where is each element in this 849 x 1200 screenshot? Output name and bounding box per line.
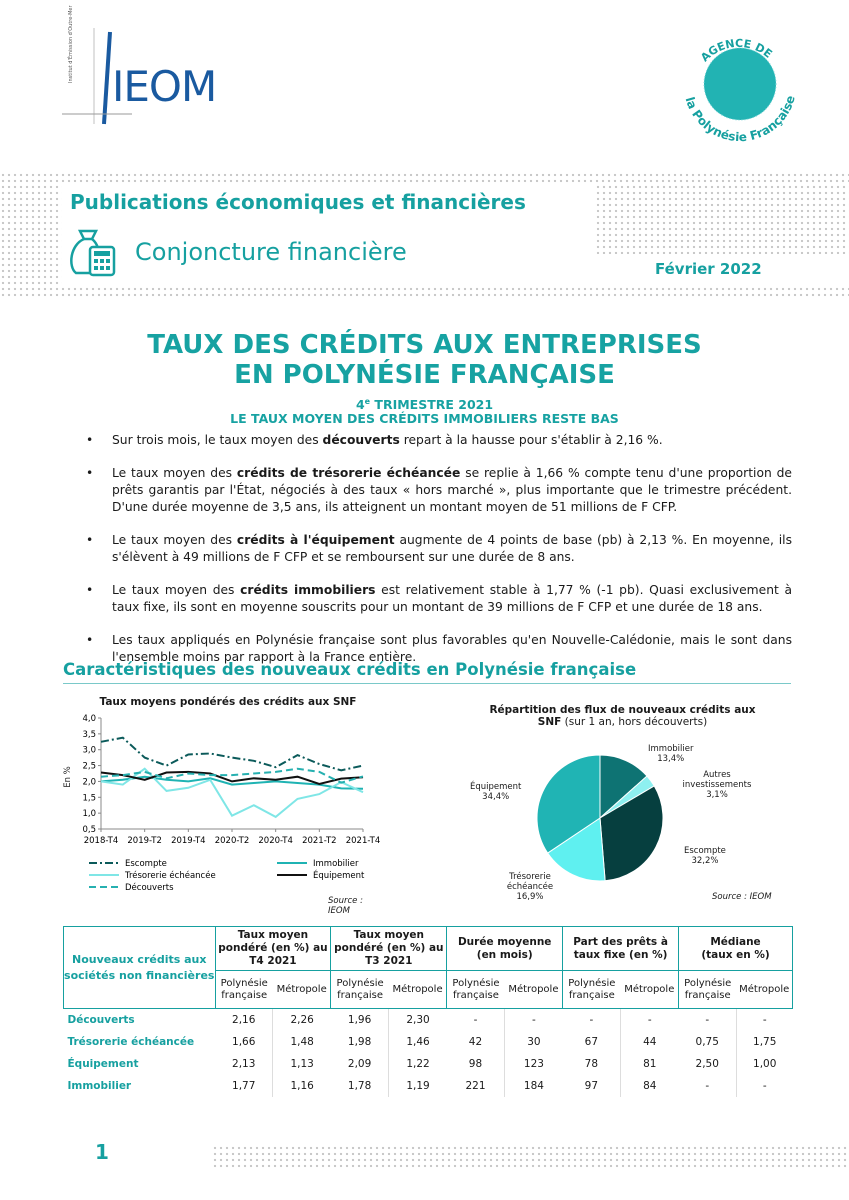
table-row <box>64 1031 793 1053</box>
section-title: Caractéristiques des nouveaux crédits en Polynésie française <box>63 660 637 679</box>
pie-chart <box>450 692 795 917</box>
agency-badge-graphic <box>668 14 810 156</box>
pie-label-tresorerie: Trésorerie échéancée 16,9% <box>506 872 554 902</box>
table-row-label: Immobilier <box>67 1079 132 1092</box>
y-tick-label: 0,5 <box>82 825 96 835</box>
quarter-number: 4 <box>355 397 365 413</box>
table-cell: 221 <box>447 1075 505 1097</box>
table-body <box>64 1009 793 1097</box>
subheader-metro: Métropole <box>736 971 792 1009</box>
subheader-metro: Métropole <box>621 971 679 1009</box>
dotted-band-bottom <box>0 286 849 298</box>
pie-title-rest: (sur 1 an, hors découverts) <box>561 716 708 728</box>
pie-label-autres: Autres investissements 3,1% <box>682 770 752 800</box>
table-cell: - <box>563 1009 621 1031</box>
table-cell: 2,30 <box>406 1013 430 1026</box>
table-cell: 184 <box>523 1079 544 1092</box>
table-cell: 42 <box>447 1031 505 1053</box>
table-row-label: Trésorerie échéancée <box>67 1035 195 1048</box>
y-tick-label: 2,0 <box>82 777 96 788</box>
line-chart-title: Taux moyens pondérés des crédits aux SNF <box>99 696 357 708</box>
y-tick-label: 3,0 <box>82 745 96 756</box>
table-cell: - <box>762 1079 767 1092</box>
agency-line2: la Polynésie Française <box>682 93 798 145</box>
table-row-label: Équipement <box>67 1057 139 1070</box>
quarter-sup: e <box>364 397 371 406</box>
table-row-header: Nouveaux crédits aux sociétés non financières <box>64 927 216 1009</box>
table-row-label: Découverts <box>67 1013 135 1026</box>
dotted-band-top <box>0 172 849 184</box>
table-cell: 30 <box>527 1035 541 1048</box>
pie-title-bold: SNF <box>537 716 562 728</box>
quarter-label <box>0 397 849 412</box>
table-cell: 84 <box>643 1079 657 1092</box>
table-cell: 0,75 <box>679 1031 737 1053</box>
table-cell: 81 <box>643 1057 657 1070</box>
subheader-metro: Métropole <box>389 971 447 1009</box>
table-row <box>64 1075 793 1097</box>
bullet-list <box>86 432 792 682</box>
credit-table <box>63 926 793 1097</box>
table-cell: 1,98 <box>331 1031 389 1053</box>
subheader-pf: Polynésie française <box>447 971 505 1009</box>
table-cell: - <box>679 1075 737 1097</box>
legend-label: Immobilier <box>313 859 359 869</box>
table-cell: - <box>762 1013 767 1026</box>
table-group-header: Part des prêts à taux fixe (en %) <box>563 927 679 971</box>
quarter-rest: TRIMESTRE 2021 <box>370 397 494 413</box>
x-tick-label: 2019-T4 <box>171 836 206 846</box>
x-tick-label: 2020-T4 <box>258 836 293 846</box>
list-item: • Sur trois mois, le taux moyen des découverts repart à la hausse pour s'établir à 2,16 %. <box>86 432 792 449</box>
table-cell: 2,26 <box>290 1013 314 1026</box>
pie-label-escompte: Escompte 32,2% <box>684 846 726 866</box>
table-cell: 1,96 <box>331 1009 389 1031</box>
table-cell: 2,13 <box>215 1053 273 1075</box>
y-tick-label: 1,5 <box>82 793 96 804</box>
table-cell: 2,50 <box>679 1053 737 1075</box>
table-cell: 1,13 <box>290 1057 314 1070</box>
table-cell: 1,19 <box>406 1079 430 1092</box>
dotted-band-right <box>595 184 849 254</box>
table-cell: 78 <box>563 1053 621 1075</box>
table-cell: 1,66 <box>215 1031 273 1053</box>
line-chart-svg <box>63 692 383 917</box>
x-tick-label: 2021-T2 <box>302 836 337 846</box>
ieom-logo-text: IEOM <box>112 62 217 111</box>
table-row <box>64 1009 793 1031</box>
table-cell: 1,00 <box>753 1057 777 1070</box>
main-title-line1: TAUX DES CRÉDITS AUX ENTREPRISES <box>147 330 702 360</box>
dotted-band-left <box>0 184 62 286</box>
y-tick-label: 3,5 <box>82 729 96 740</box>
publication-date: Février 2022 <box>655 260 762 278</box>
line-chart-ylabel: En % <box>62 766 73 788</box>
x-tick-label: 2018-T4 <box>83 836 119 846</box>
table-group-header: Durée moyenne (en mois) <box>447 927 563 971</box>
subheader-metro: Métropole <box>273 971 331 1009</box>
table-row <box>64 1053 793 1075</box>
table-cell: 98 <box>447 1053 505 1075</box>
table-cell: - <box>679 1009 737 1031</box>
section-subtitle: Conjoncture financière <box>135 238 407 266</box>
y-tick-label: 1,0 <box>82 809 96 820</box>
main-title <box>0 330 849 390</box>
table-cell: 123 <box>523 1057 544 1070</box>
pie-label-immobilier: Immobilier 13,4% <box>648 744 694 764</box>
agency-line1: AGENCE DE <box>698 36 775 65</box>
money-bag-icon <box>66 227 118 277</box>
x-tick-label: 2021-T4 <box>345 836 381 846</box>
table-cell: 1,46 <box>406 1035 430 1048</box>
table-cell: - <box>447 1009 505 1031</box>
table-cell: - <box>647 1013 652 1026</box>
table-cell: 1,22 <box>406 1057 430 1070</box>
table-cell: 44 <box>643 1035 657 1048</box>
pie-label-equipement: Équipement 34,4% <box>470 782 522 802</box>
list-item: • Le taux moyen des crédits immobiliers est relativement stable à 1,77 % (-1 pb). Quasi exclusivement à taux fixe, ils sont en moyenne souscrits pour un montant de 39 millions de F CFP et une durée de 18 ans. <box>86 582 792 616</box>
series-line <box>101 738 363 771</box>
table-cell: 1,78 <box>331 1075 389 1097</box>
table-group-header: Taux moyen pondéré (en %) au T3 2021 <box>331 927 447 971</box>
list-item: • Le taux moyen des crédits de trésorerie échéancée se replie à 1,66 % compte tenu d'une proportion de prêts garantis par l'État, négociés à des taux « hors marché », plus importante que le trimestre précédent. D'une durée moyenne de 3,5 ans, ils atteignent un montant moyen de 51 millions de F CFP. <box>86 465 792 516</box>
page-number: 1 <box>95 1140 109 1164</box>
line-chart-source: Source : IEOM <box>328 896 363 916</box>
table-cell: 97 <box>563 1075 621 1097</box>
line-chart <box>63 692 383 917</box>
subtitle: LE TAUX MOYEN DES CRÉDITS IMMOBILIERS RESTE BAS <box>230 411 619 426</box>
x-tick-label: 2020-T2 <box>214 836 250 846</box>
table-cell: 2,09 <box>331 1053 389 1075</box>
subheader-pf: Polynésie française <box>215 971 273 1009</box>
section-divider <box>63 683 791 684</box>
subheader-pf: Polynésie française <box>679 971 737 1009</box>
ieom-logo-vertical: Institut d'Émission d'Outre-Mer <box>68 5 74 83</box>
subheader-pf: Polynésie française <box>563 971 621 1009</box>
y-tick-label: 2,5 <box>82 761 96 772</box>
pie-title-line1: Répartition des flux de nouveaux crédits aux <box>489 704 756 716</box>
table-cell: 1,48 <box>290 1035 314 1048</box>
table-group-header: Taux moyen pondéré (en %) au T4 2021 <box>215 927 331 971</box>
x-tick-label: 2019-T2 <box>127 836 162 846</box>
legend-label: Escompte <box>125 859 167 869</box>
table-cell: 67 <box>563 1031 621 1053</box>
subheader-pf: Polynésie française <box>331 971 389 1009</box>
y-tick-label: 4,0 <box>82 714 96 724</box>
agency-badge <box>668 14 810 156</box>
subheader-metro: Métropole <box>505 971 563 1009</box>
table-cell: 1,77 <box>215 1075 273 1097</box>
pie-chart-source: Source : IEOM <box>712 892 772 902</box>
dotted-band-footer <box>212 1145 849 1170</box>
table-cell: 2,16 <box>215 1009 273 1031</box>
table-cell: 1,16 <box>290 1079 314 1092</box>
list-item: • Les taux appliqués en Polynésie française sont plus favorables qu'en Nouvelle-Calédonie, mais le sont dans l'ensemble moins par rapport à la France entière. <box>86 632 792 666</box>
table-cell: - <box>532 1013 536 1026</box>
legend-label: Découverts <box>125 883 174 893</box>
legend-label: Équipement <box>313 871 365 881</box>
ieom-logo <box>62 5 222 128</box>
table-cell: 1,75 <box>753 1035 777 1048</box>
legend-label: Trésorerie échéancée <box>125 871 216 881</box>
table-group-header: Médiane (taux en %) <box>679 927 793 971</box>
main-title-line2: EN POLYNÉSIE FRANÇAISE <box>234 360 615 390</box>
list-item: • Le taux moyen des crédits à l'équipement augmente de 4 points de base (pb) à 2,13 %. En moyenne, ils s'élèvent à 49 millions de F CFP et se remboursent sur une durée de 8 ans. <box>86 532 792 566</box>
publication-title: Publications économiques et financières <box>70 190 526 214</box>
